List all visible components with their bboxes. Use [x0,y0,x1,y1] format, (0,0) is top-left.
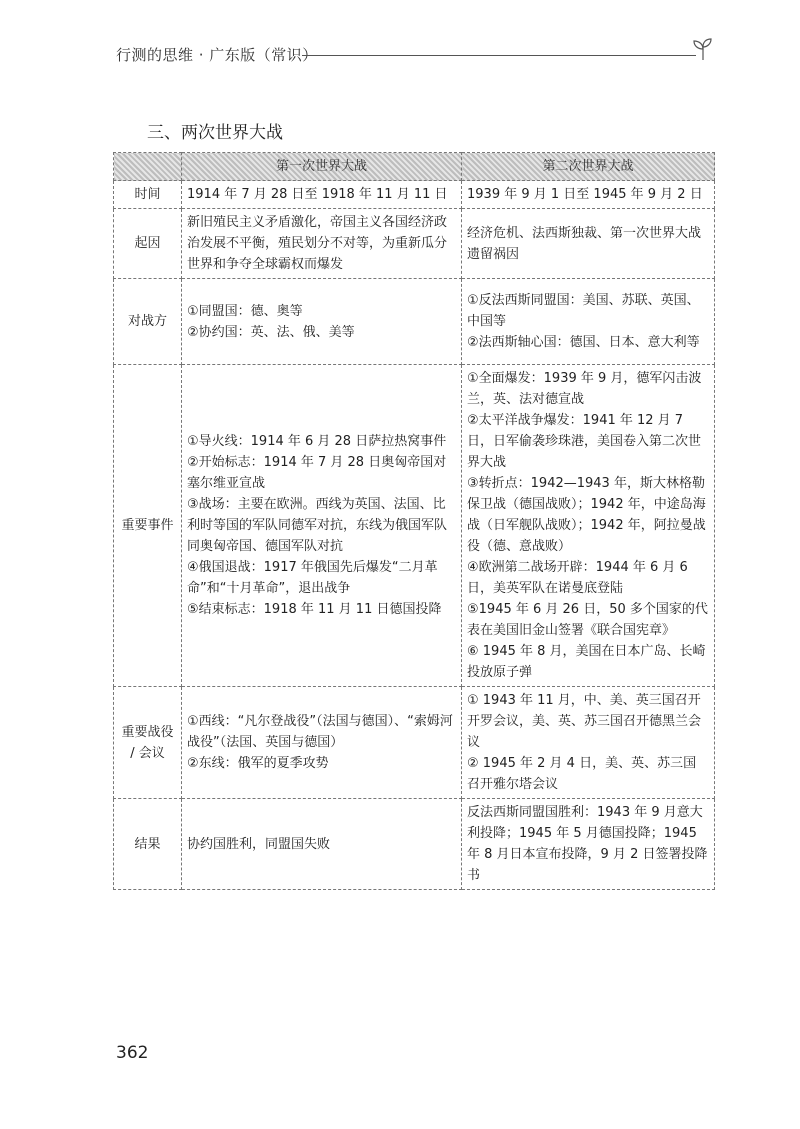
row-belligerents [114,279,715,365]
row-key-events [114,365,715,687]
header-title: 行测的思维 · 广东版（常识） [116,46,318,64]
header-rule [302,55,696,56]
row-label: 对战方 [114,279,182,365]
row-cause [114,209,715,279]
row-label: 起因 [114,209,182,279]
ww1-cell: ①西线：“凡尔登战役”（法国与德国）、“索姆河战役”（法国、英国与德国） ②东线：俄军的夏季攻势 [182,687,462,799]
row-battles-conferences [114,687,715,799]
ww2-cell: 1939 年 9 月 1 日至 1945 年 9 月 2 日 [462,181,715,209]
row-label: 重要战役 / 会议 [114,687,182,799]
ww2-cell: 反法西斯同盟国胜利：1943 年 9 月意大利投降；1945 年 5 月德国投降；1945 年 8 月日本宣布投降，9 月 2 日签署投降书 [462,799,715,890]
ww1-cell: 新旧殖民主义矛盾激化，帝国主义各国经济政治发展不平衡，殖民划分不对等，为重新瓜分世界和争夺全球霸权而爆发 [182,209,462,279]
column-header-ww2: 第二次世界大战 [462,153,715,181]
ww2-cell: ①反法西斯同盟国：美国、苏联、英国、中国等 ②法西斯轴心国：德国、日本、意大利等 [462,279,715,365]
row-time [114,181,715,209]
row-result [114,799,715,890]
page-header [116,36,716,66]
column-header-empty [114,153,182,181]
ww1-cell: 1914 年 7 月 28 日至 1918 年 11 月 11 日 [182,181,462,209]
column-header-ww1: 第一次世界大战 [182,153,462,181]
table-header-row [114,153,715,181]
sprout-icon [690,36,716,62]
page-number: 362 [116,1043,149,1063]
ww1-cell: 协约国胜利，同盟国失败 [182,799,462,890]
ww1-cell: ①导火线：1914 年 6 月 28 日萨拉热窝事件 ②开始标志：1914 年 7 月 28 日奥匈帝国对塞尔维亚宣战 ③战场：主要在欧洲。西线为英国、法国、比利时等国的军队同德军对抗，东线为俄国军队同奥匈帝国、德国军队对抗 ④俄国退战：1917 年俄国先后爆发“二月革命”和“十月革命”，退出战争 ⑤结束标志：1918 年 11 月 11 日德国投降 [182,365,462,687]
row-label: 重要事件 [114,365,182,687]
world-wars-table [113,152,715,890]
ww2-cell: ① 1943 年 11 月，中、美、英三国召开开罗会议，美、英、苏三国召开德黑兰会议 ② 1945 年 2 月 4 日，美、英、苏三国召开雅尔塔会议 [462,687,715,799]
row-label: 结果 [114,799,182,890]
row-label: 时间 [114,181,182,209]
ww1-cell: ①同盟国：德、奥等 ②协约国：英、法、俄、美等 [182,279,462,365]
ww2-cell: ①全面爆发：1939 年 9 月，德军闪击波兰，英、法对德宣战 ②太平洋战争爆发：1941 年 12 月 7 日，日军偷袭珍珠港，美国卷入第二次世界大战 ③转折点：1942—1943 年，斯大林格勒保卫战（德国战败）；1942 年，中途岛海战（日军舰队战败）；1942 年，阿拉曼战役（德、意战败） ④欧洲第二战场开辟：1944 年 6 月 6 日，美英军队在诺曼底登陆 ⑤1945 年 6 月 26 日，50 多个国家的代表在美国旧金山签署《联合国宪章》 ⑥ 1945 年 8 月，美国在日本广岛、长崎投放原子弹 [462,365,715,687]
ww2-cell: 经济危机、法西斯独裁、第一次世界大战遗留祸因 [462,209,715,279]
section-title: 三、两次世界大战 [147,123,283,143]
